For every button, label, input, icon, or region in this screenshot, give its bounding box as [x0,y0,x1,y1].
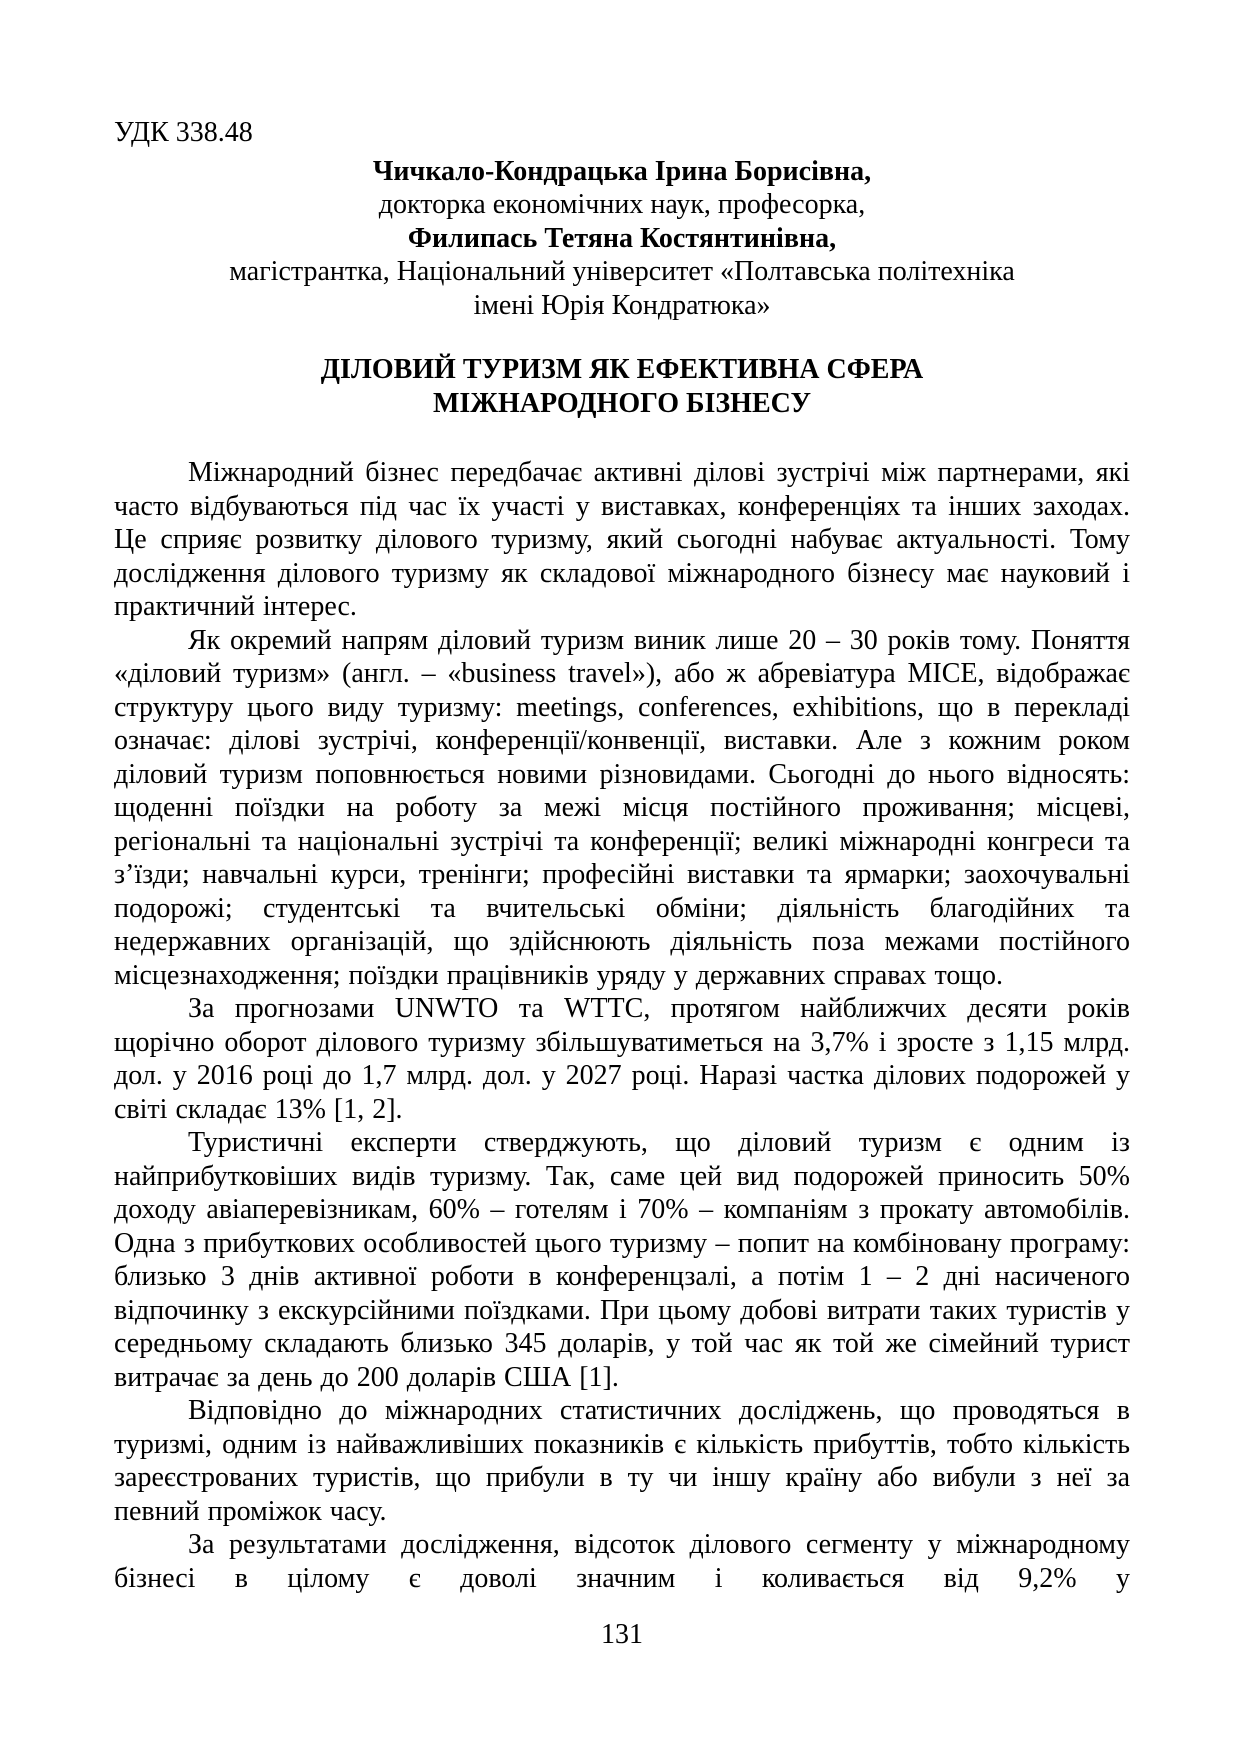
article-title-line-2: МІЖНАРОДНОГО БІЗНЕСУ [432,387,812,419]
author-affiliation-line-2: імені Юрія Кондратюка» [473,289,771,321]
udc-code: УДК 338.48 [114,117,253,148]
author-affiliation-line-1: магістрантка, Національний університет «Полтавська політехніка [229,256,1015,287]
article-body [114,456,1130,1595]
author-name-1: Чичкало-Кондрацька Ірина Борисівна, [372,155,872,187]
page-number: 131 [601,1619,643,1650]
article-title [114,353,1130,420]
paragraph-3: За прогнозами UNWTO та WTTC, протягом найближчих десяти років щорічно оборот ділового туризму збільшуватиметься на 3,7% і зросте з 1,15 млрд. дол. у 2016 році до 1,7 млрд. дол. у 2027 році. Наразі частка ділових подорожей у світі складає 13% [1, 2]. [114,993,1130,1125]
paragraph-5: Відповідно до міжнародних статистичних досліджень, що проводяться в туризмі, одним із найважливіших показників є кількість прибуттів, тобто кількість зареєстрованих туристів, що прибули в ту чи іншу країну або вибули з неї за певний проміжок часу. [114,1395,1130,1527]
article-title-line-1: ДІЛОВИЙ ТУРИЗМ ЯК ЕФЕКТИВНА СФЕРА [320,354,924,385]
author-block [114,155,1130,323]
paragraph-1: Міжнародний бізнес передбачає активні ділові зустрічі між партнерами, які часто відбуваються під час їх участі у виставках, конференціях та інших заходах. Це сприяє розвитку ділового туризму, який сьогодні набуває актуальності. Тому дослідження ділового туризму як складової міжнародного бізнесу має науковий і практичний інтерес. [114,457,1130,622]
author-degree-1: докторка економічних наук, професорка, [378,189,866,220]
author-name-2: Филипась Тетяна Костянтинівна, [407,222,837,254]
paragraph-2: Як окремий напрям діловий туризм виник лише 20 – 30 років тому. Поняття «діловий туризм» (англ. – «business travel»), або ж абревіатура MICE, відображає структуру цього виду туризму: meetings, conferences, exhibitions, що в перекладі означає: ділові зустрічі, конференції/конвенції, виставки. Але з кожним роком діловий туризм поповнюється новими різновидами. Сьогодні до нього відносять: щоденні поїздки на роботу за межі місця постійного проживання; місцеві, регіональні та національні зустрічі та конференції; великі міжнародні конгреси та з’їзди; навчальні курси, тренінги; професійні виставки та ярмарки; заохочувальні подорожі; студентські та вчительські обміни; діяльність благодійних та недержавних організацій, що здійснюють діяльність поза межами постійного місцезнаходження; поїздки працівників уряду у державних справах тощо. [114,624,1130,991]
paragraph-4: Туристичні експерти стверджують, що діловий туризм є одним із найприбутковіших видів туризму. Так, саме цей вид подорожей приносить 50% доходу авіаперевізникам, 60% – готелям і 70% – компаніям з прокату автомобілів. Одна з прибуткових особливостей цього туризму – попит на комбіновану програму: близько 3 днів активної роботи в конференцзалі, а потім 1 – 2 дні насиченого відпочинку з екскурсійними поїздками. При цьому добові витрати таких туристів у середньому складають близько 345 доларів, у той час як той же сімейний турист витрачає за день до 200 доларів США [1]. [114,1127,1130,1393]
paragraph-6: За результатами дослідження, відсоток ділового сегменту у міжнародному бізнесі в цілому є доволі значним і коливається від 9,2% у [114,1529,1130,1594]
